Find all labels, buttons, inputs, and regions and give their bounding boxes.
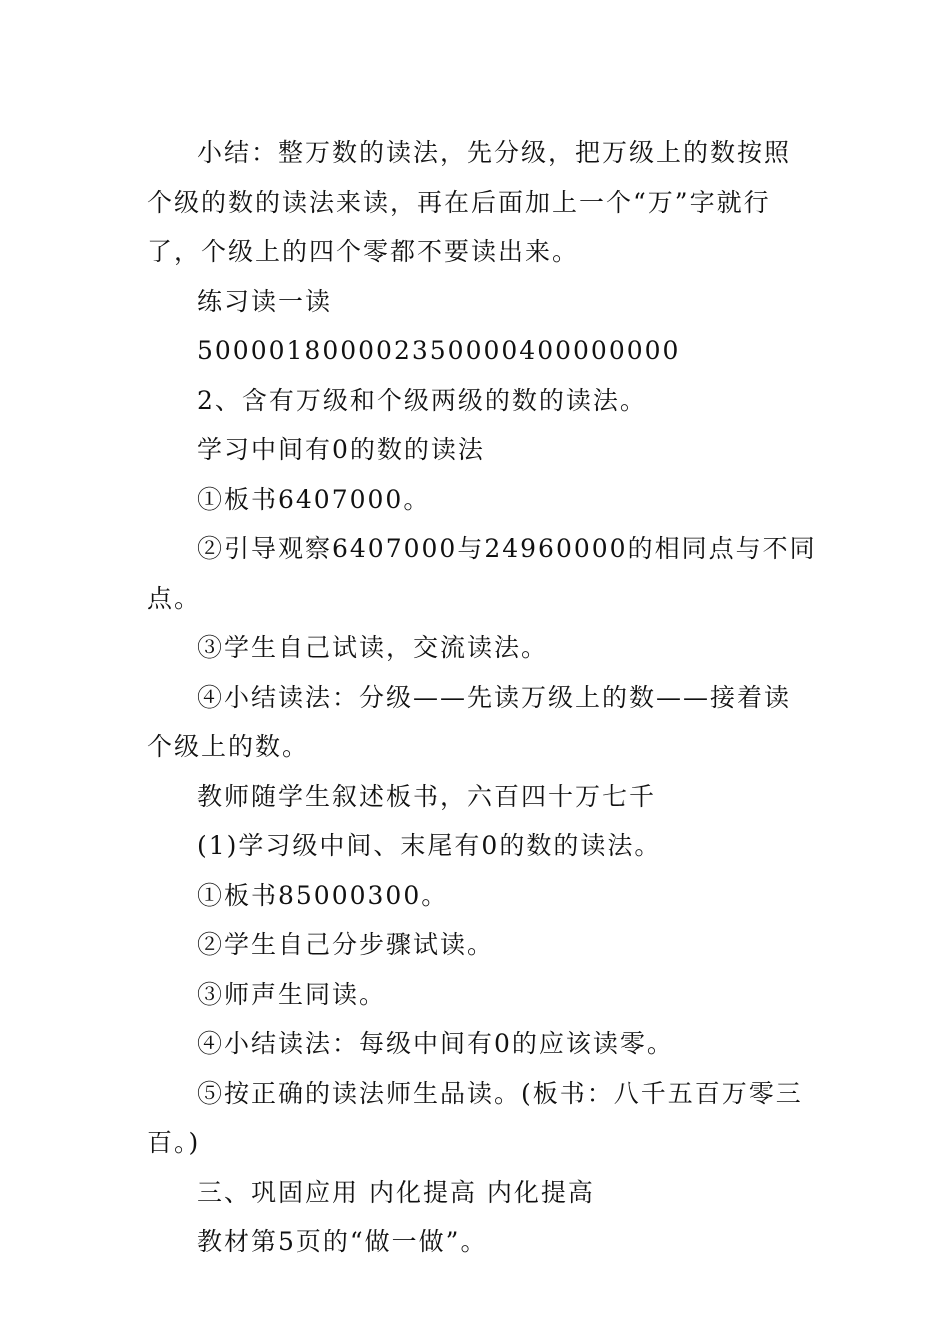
paragraph-subsection-1: (1)学习级中间、末尾有0的数的读法。 bbox=[197, 831, 662, 860]
document-body bbox=[147, 128, 817, 1267]
paragraph-middle-zero: 学习中间有0的数的读法 bbox=[197, 435, 485, 464]
paragraph-sub-step-4: ④小结读法：每级中间有0的应该读零。 bbox=[197, 1029, 674, 1058]
paragraph-step-1: ①板书6407000。 bbox=[197, 484, 431, 514]
paragraph-section-3-heading: 三、巩固应用 内化提高 内化提高 bbox=[197, 1177, 595, 1207]
paragraph-practice-numbers: 500001800002350000400000000 bbox=[197, 336, 681, 365]
paragraph-step-3: ③学生自己试读，交流读法。 bbox=[197, 633, 549, 662]
paragraph-teacher-board: 教师随学生叙述板书，六百四十万七千 bbox=[197, 781, 657, 811]
paragraph-sub-step-5: ⑤按正确的读法师生品读。(板书：八千五百万零三百。) bbox=[147, 1078, 803, 1157]
paragraph-sub-step-1: ①板书85000300。 bbox=[197, 880, 449, 910]
paragraph-step-4: ④小结读法：分级——先读万级上的数——接着读个级上的数。 bbox=[147, 682, 792, 761]
paragraph-sub-step-2: ②学生自己分步骤试读。 bbox=[197, 930, 495, 959]
paragraph-sub-step-3: ③师声生同读。 bbox=[197, 979, 387, 1009]
paragraph-summary-reading: 小结：整万数的读法，先分级，把万级上的数按照个级的数的读法来读，再在后面加上一个“万”字就行了，个级上的四个零都不要读出来。 bbox=[147, 138, 792, 266]
paragraph-step-2: ②引导观察6407000与24960000的相同点与不同点。 bbox=[147, 534, 817, 613]
paragraph-practice-heading: 练习读一读 bbox=[197, 286, 333, 316]
paragraph-textbook-exercise: 教材第5页的“做一做”。 bbox=[197, 1227, 488, 1256]
paragraph-section-2-heading: 2、含有万级和个级两级的数的读法。 bbox=[197, 385, 647, 415]
